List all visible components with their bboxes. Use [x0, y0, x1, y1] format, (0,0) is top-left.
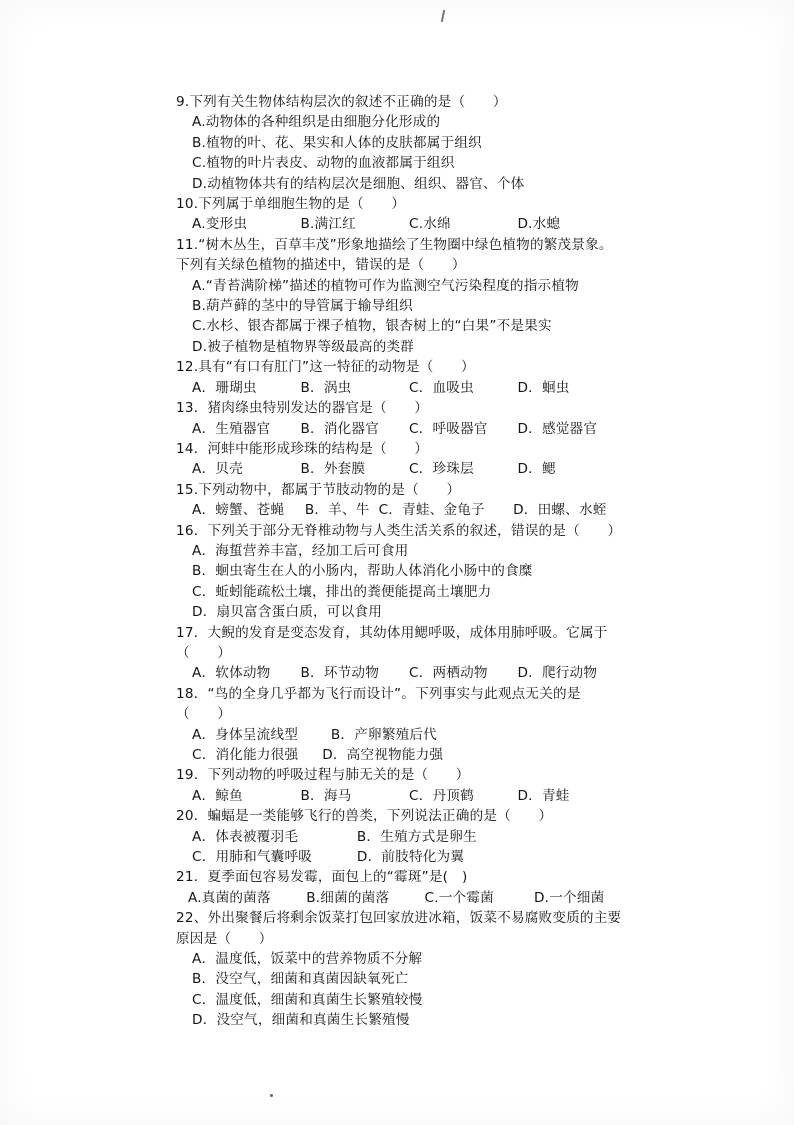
option-b: B．环节动物 — [300, 665, 379, 682]
option-b: B．涡虫 — [300, 379, 352, 396]
option-d: D．前肢特化为翼 — [356, 849, 465, 866]
options-row — [176, 500, 626, 520]
option-b: B.葫芦藓的茎中的导管属于输导组织 — [192, 298, 413, 315]
options-row — [176, 419, 626, 439]
option-b: B．羊、牛 — [304, 502, 370, 519]
option-b: B．外套膜 — [300, 461, 366, 478]
question-stem: 16．下列关于部分无脊椎动物与人类生活关系的叙述，错误的是（ ） — [176, 522, 622, 539]
question-12 — [176, 357, 626, 398]
option-d: D．爬行动物 — [517, 665, 598, 682]
option-c: C．青蛙、金龟子 — [378, 502, 485, 519]
option-a: A．软体动物 — [192, 665, 271, 682]
options-row — [176, 786, 626, 806]
question-stem: 12.具有“有口有肛门”这一特征的动物是（ ） — [176, 359, 475, 376]
option-c: C．用肺和气囊呼吸 — [192, 849, 313, 866]
option-d: D．鳃 — [517, 461, 556, 478]
scan-speck — [441, 10, 445, 22]
options-row — [176, 745, 626, 765]
question-stem: 18．“鸟的全身几乎都为飞行而设计”。下列事实与此观点无关的是（ ） — [176, 685, 581, 723]
option-a: A．鲸鱼 — [192, 787, 243, 804]
option-b: B.细菌的菌落 — [306, 889, 390, 906]
question-stem: 17．大鲵的发育是变态发育，其幼体用鳃呼吸，成体用肺呼吸。它属于（ ） — [176, 624, 608, 661]
question-16 — [176, 521, 626, 623]
option-a: A．贝壳 — [192, 461, 243, 478]
option-d: D．感觉器官 — [517, 420, 598, 437]
question-10 — [176, 194, 626, 235]
question-13 — [176, 398, 626, 439]
options-row — [176, 663, 626, 683]
option-c: C．蚯蚓能疏松土壤，排出的粪便能提高土壤肥力 — [192, 583, 492, 600]
option-d: D．田螺、水蛭 — [513, 502, 607, 519]
question-stem: 14．河蚌中能形成珍珠的结构是（ ） — [176, 440, 429, 457]
question-9 — [176, 92, 626, 194]
option-c: C.植物的叶片表皮、动物的血液都属于组织 — [192, 155, 455, 172]
question-list — [176, 92, 626, 1031]
option-b: B．没空气，细菌和真菌因缺氧死亡 — [192, 971, 409, 988]
option-c: C．消化能力很强 — [192, 747, 299, 763]
question-14 — [176, 439, 626, 480]
option-a: A.“青苔满阶梯”描述的植物可作为监测空气污染程度的指示植物 — [192, 277, 579, 294]
question-stem: 13．猪肉绦虫特别发达的器官是（ ） — [176, 400, 429, 417]
question-stem: 15.下列动物中，都属于节肢动物的是（ ） — [176, 481, 461, 498]
option-b: B．消化器官 — [300, 420, 379, 437]
option-a: A．珊瑚虫 — [192, 379, 257, 396]
option-c: C．两栖动物 — [409, 665, 488, 682]
options-row — [176, 888, 626, 908]
option-a: A.真菌的菌落 — [188, 889, 271, 906]
question-stem: 20．蝙蝠是一类能够飞行的兽类，下列说法正确的是（ ） — [176, 808, 553, 825]
options-row — [176, 459, 626, 479]
option-a: A.动物体的各种组织是由细胞分化形成的 — [192, 114, 441, 131]
option-a: A．生殖器官 — [192, 420, 271, 437]
options-row — [176, 214, 626, 234]
option-d: D.被子植物是植物界等级最高的类群 — [192, 338, 415, 355]
question-19 — [176, 765, 626, 806]
option-d: D．没空气，细菌和真菌生长繁殖慢 — [192, 1012, 410, 1029]
question-stem: 19．下列动物的呼吸过程与肺无关的是（ ） — [176, 767, 470, 784]
option-c: C．温度低，细菌和真菌生长繁殖较慢 — [192, 991, 423, 1008]
question-stem: 9.下列有关生物体结构层次的叙述不正确的是（ ） — [176, 94, 507, 110]
option-b: B．生殖方式是卵生 — [356, 828, 477, 845]
option-d: D．高空视物能力强 — [322, 747, 444, 763]
question-15 — [176, 480, 626, 521]
option-a: A．温度低，饭菜中的营养物质不分解 — [192, 951, 423, 968]
option-c: C.水杉、银杏都属于裸子植物，银杏树上的“白果”不是果实 — [192, 318, 552, 335]
option-b: B．海马 — [300, 787, 352, 804]
question-22 — [176, 908, 626, 1030]
options-row — [176, 847, 626, 867]
options-row — [176, 725, 626, 745]
option-d: D．青蛙 — [517, 787, 570, 804]
option-b: B．蛔虫寄生在人的小肠内，帮助人体消化小肠中的食糜 — [192, 563, 533, 580]
question-18 — [176, 684, 626, 766]
option-a: A．海蜇营养丰富，经加工后可食用 — [192, 542, 409, 559]
option-c: C.一个霉菌 — [424, 889, 494, 906]
option-a: A．身体呈流线型 — [192, 726, 299, 743]
question-17 — [176, 623, 626, 684]
question-stem: 11.“树木丛生，百草丰茂”形象地描绘了生物圈中绿色植物的繁茂景象。下列有关绿色植物的描述中，错误的是（ ） — [176, 236, 613, 274]
option-b: B．产卵繁殖后代 — [330, 726, 437, 743]
options-row — [176, 827, 626, 847]
option-c: C.水绵 — [409, 216, 451, 233]
option-b: B.满江红 — [300, 216, 356, 233]
question-stem: 22、外出聚餐后将剩余饭菜打包回家放进冰箱，饭菜不易腐败变质的主要原因是（ ） — [176, 910, 622, 947]
option-d: D．蛔虫 — [517, 379, 570, 396]
option-b: B.植物的叶、花、果实和人体的皮肤都属于组织 — [192, 134, 482, 151]
option-a: A．体表被覆羽毛 — [192, 828, 299, 845]
option-d: D.动植物体共有的结构层次是细胞、组织、器官、个体 — [192, 175, 525, 192]
question-20 — [176, 806, 626, 867]
question-21 — [176, 867, 626, 908]
question-stem: 10.下列属于单细胞生物的是（ ） — [176, 196, 406, 213]
option-c: C．珍珠层 — [409, 461, 474, 478]
scan-speck — [270, 1094, 273, 1097]
option-c: C．呼吸器官 — [409, 420, 488, 437]
question-stem: 21．夏季面包容易发霉，面包上的“霉斑”是( ) — [176, 869, 468, 886]
option-d: D.水螅 — [517, 216, 561, 233]
option-c: C．血吸虫 — [409, 379, 474, 396]
options-row — [176, 378, 626, 398]
option-d: D.一个细菌 — [534, 889, 605, 906]
option-a: A.变形虫 — [192, 216, 248, 233]
option-c: C．丹顶鹤 — [409, 787, 474, 804]
option-d: D．扇贝富含蛋白质，可以食用 — [192, 604, 382, 621]
question-11 — [176, 235, 626, 357]
option-a: A．螃蟹、苍蝇 — [192, 502, 285, 519]
